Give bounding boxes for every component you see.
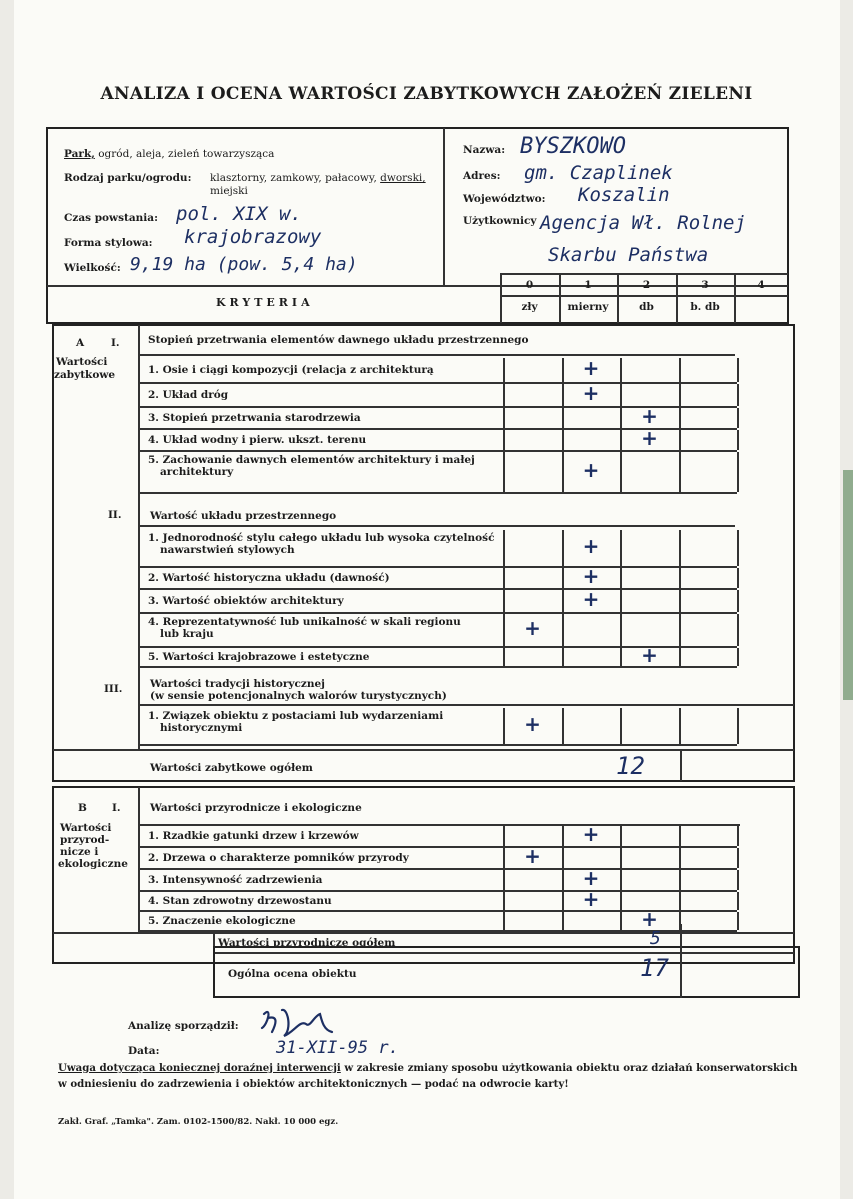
users-label: Użytkownicy	[463, 215, 537, 227]
section-b-title-3: nicze i	[60, 846, 99, 858]
a1-row-5-mark: +	[582, 458, 600, 482]
a1-row-2-label: 2. Układ dróg	[148, 389, 229, 401]
a1-row-4-mark: +	[641, 426, 658, 450]
object-type-line: Park, ogród, aleja, zieleń towarzysząca	[64, 148, 275, 160]
printer-imprint: Zakł. Graf. „Tamka". Zam. 0102-1500/82. Nakł. 10 000 egz.	[58, 1117, 339, 1127]
a2-row-4-mark: +	[524, 616, 541, 640]
a1-row-3-mark: +	[641, 404, 658, 428]
group-a3-title-2: (w sensie potencjonalnych walorów turystycznych)	[150, 690, 447, 702]
section-b-title-4: ekologiczne	[58, 858, 128, 870]
scale-4-num: 4	[757, 279, 765, 291]
section-a-title-1: Wartości	[56, 356, 108, 368]
a3-row-1-label-2: historycznymi	[160, 722, 243, 734]
author-label: Analizę sporządził:	[128, 1020, 239, 1032]
users-value-2: Skarbu Państwa	[548, 244, 709, 266]
section-b-title-2: przyrod-	[60, 834, 110, 846]
date-label: Data:	[128, 1045, 160, 1057]
a2-row-1-label: 1. Jednorodność stylu całego układu lub wysoka czytelność	[148, 532, 495, 544]
section-a-total-value: 12	[616, 752, 645, 780]
overall-label: Ogólna ocena obiektu	[228, 968, 357, 980]
b1-row-3-label: 3. Intensywność zadrzewienia	[148, 874, 323, 886]
a1-row-1-label: 1. Osie i ciągi kompozycji (relacja z architekturą	[148, 364, 434, 376]
b1-row-1-mark: +	[582, 822, 600, 846]
size-label: Wielkość:	[64, 262, 121, 274]
b1-row-5-label: 5. Znaczenie ekologiczne	[148, 915, 296, 927]
b1-row-4-label: 4. Stan zdrowotny drzewostanu	[148, 895, 332, 907]
name-value: BYSZKOWO	[520, 134, 626, 159]
b1-row-4-mark: +	[582, 887, 600, 911]
b1-row-2-label: 2. Drzewa o charakterze pomników przyrody	[148, 852, 409, 864]
a2-row-1-mark: +	[582, 534, 600, 558]
author-signature	[258, 1002, 338, 1042]
section-b-total-value: 5	[650, 928, 661, 949]
section-a-total-label: Wartości zabytkowe ogółem	[150, 762, 313, 774]
a3-row-1-mark: +	[524, 712, 541, 736]
scale-2-label: db	[639, 301, 654, 313]
style-value: krajobrazowy	[184, 226, 322, 248]
group-a1-title: Stopień przetrwania elementów dawnego układu przestrzennego	[148, 334, 529, 346]
scale-2-num: 2	[642, 279, 651, 291]
footer-note: Uwaga dotycząca koniecznej doraźnej interwencji w zakresie zmiany sposobu użytkowania obiektu oraz działań konserwatorskich w odniesieniu do zadrzewienia i obiektów architektonicznych — podać na odwrocie karty!	[58, 1062, 798, 1090]
scale-1-num: 1	[584, 279, 592, 291]
scale-1-label: mierny	[567, 301, 609, 313]
a2-row-2-mark: +	[582, 564, 600, 588]
a2-row-3-label: 3. Wartość obiektów architektury	[148, 595, 344, 607]
name-label: Nazwa:	[463, 144, 506, 156]
a1-row-5-label-2: architektury	[160, 466, 234, 478]
a1-row-2-mark: +	[582, 381, 600, 405]
a1-row-1-mark: +	[582, 356, 600, 380]
criteria-heading: KRYTERIA	[216, 296, 314, 309]
a2-row-4-label-2: lub kraju	[160, 628, 214, 640]
section-b1-roman: I.	[112, 802, 121, 814]
scale-0-num: 0	[525, 279, 534, 291]
address-label: Adres:	[463, 170, 501, 182]
style-label: Forma stylowa:	[64, 237, 153, 249]
b1-row-3-mark: +	[582, 866, 600, 890]
group-b1-title: Wartości przyrodnicze i ekologiczne	[150, 802, 362, 814]
scale-3-num: 3	[701, 279, 709, 291]
users-value-1: Agencja Wł. Rolnej	[540, 212, 746, 234]
a1-row-4-label: 4. Układ wodny i pierw. ukszt. terenu	[148, 434, 367, 446]
section-a-title-2: zabytkowe	[54, 369, 116, 381]
a2-row-5-mark: +	[641, 643, 658, 667]
a2-row-2-label: 2. Wartość historyczna układu (dawność)	[148, 572, 390, 584]
park-kind-label: Rodzaj parku/ogrodu:	[64, 172, 192, 184]
size-value: 9,19 ha (pow. 5,4 ha)	[130, 254, 358, 275]
document-title: ANALIZA I OCENA WARTOŚCI ZABYTKOWYCH ZAŁOŻEŃ ZIELENI	[100, 84, 753, 104]
b1-row-1-label: 1. Rzadkie gatunki drzew i krzewów	[148, 830, 359, 842]
a1-row-3-label: 3. Stopień przetrwania starodrzewia	[148, 412, 361, 424]
b1-row-2-mark: +	[524, 844, 541, 868]
section-b-title-1: Wartości	[60, 822, 112, 834]
group-a3-title-1: Wartości tradycji historycznej	[150, 678, 325, 690]
section-a3-roman: III.	[104, 683, 123, 695]
voivodeship-value: Koszalin	[578, 184, 670, 206]
section-b-letter: B	[78, 802, 87, 814]
scale-3-label: b. db	[690, 301, 720, 313]
a2-row-4-label: 4. Reprezentatywność lub unikalność w skali regionu	[148, 616, 461, 628]
date-value: 31-XII-95 r.	[276, 1038, 399, 1058]
time-value: pol. XIX w.	[176, 203, 302, 225]
scale-0-label: zły	[521, 301, 538, 313]
b1-row-5-mark: +	[641, 907, 658, 931]
voivodeship-label: Województwo:	[463, 193, 546, 205]
overall-value: 17	[640, 954, 669, 982]
a3-row-1-label: 1. Związek obiektu z postaciami lub wydarzeniami	[148, 710, 444, 722]
park-kind-value: klasztorny, zamkowy, pałacowy, dworski,	[210, 172, 426, 184]
address-value: gm. Czaplinek	[524, 162, 673, 184]
section-a1-roman: I.	[111, 337, 120, 349]
time-label: Czas powstania:	[64, 212, 158, 224]
a1-row-5-label: 5. Zachowanie dawnych elementów architektury i małej	[148, 454, 475, 466]
section-a-letter: A	[76, 337, 85, 349]
section-b-total-label: Wartości przyrodnicze ogółem	[218, 937, 396, 949]
a2-row-1-label-2: nawarstwień stylowych	[160, 544, 295, 556]
section-a2-roman: II.	[108, 509, 122, 521]
park-kind-value-2: miejski	[210, 185, 248, 197]
group-a2-title: Wartość układu przestrzennego	[150, 510, 337, 522]
a2-row-3-mark: +	[582, 587, 600, 611]
scan-edge	[843, 470, 853, 700]
a2-row-5-label: 5. Wartości krajobrazowe i estetyczne	[148, 651, 370, 663]
